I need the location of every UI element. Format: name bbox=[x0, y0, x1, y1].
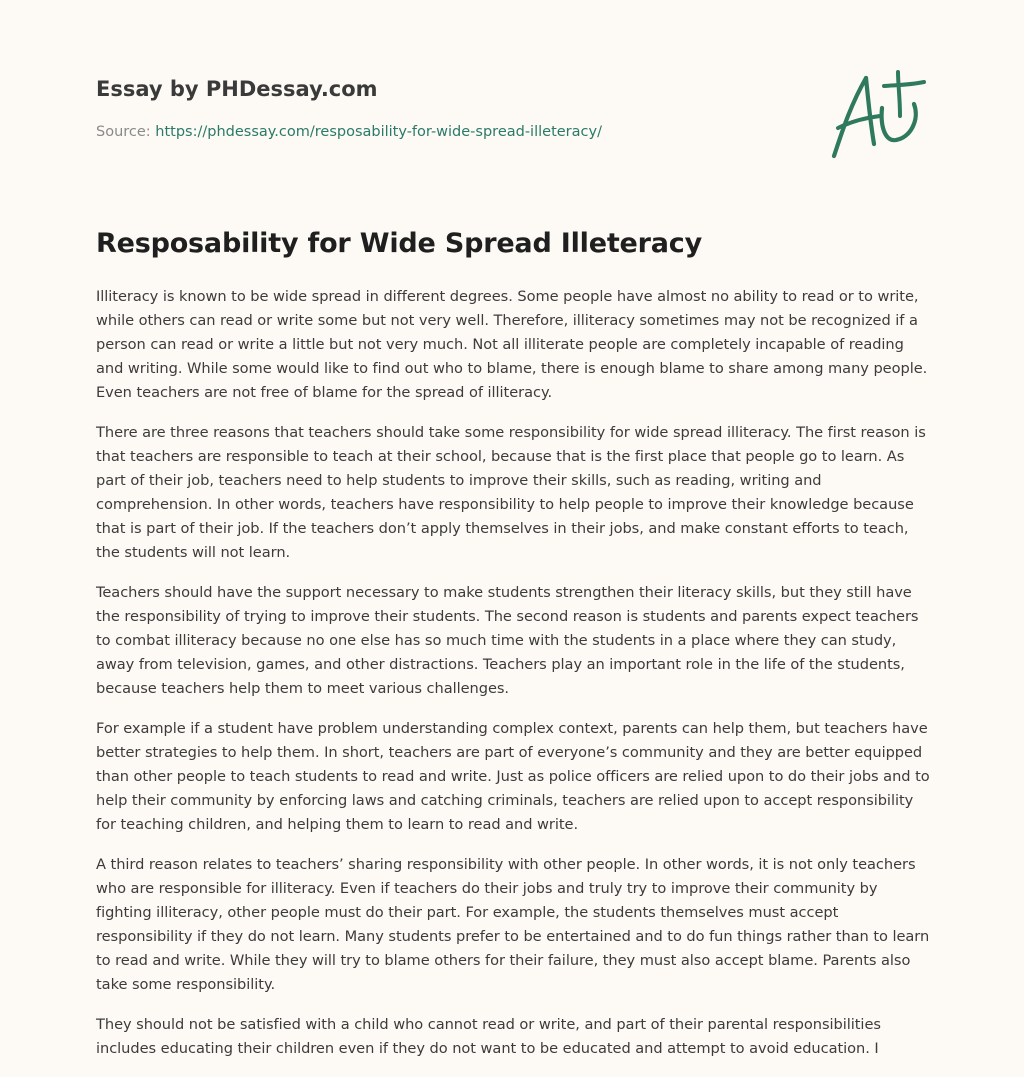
essay-paragraph: Teachers should have the support necessary to make students strengthen their literacy skills, but they still have the responsibility of trying to improve their students. The second reason is students and parents expect teachers to combat illiteracy because no one else has so much time with the students in a place where they can study, away from television, games, and other distractions. Teachers play an important role in the life of the students, because teachers help them to meet various challenges. bbox=[96, 584, 919, 697]
brand-title: Essay by PHDessay.com bbox=[96, 77, 378, 101]
essay-body bbox=[96, 285, 932, 1077]
essay-paragraph: There are three reasons that teachers should take some responsibility for wide spread illiteracy. The first reason is that teachers are responsible to teach at their school, because that is the first place that people go to learn. As part of their job, teachers need to help students to improve their skills, such as reading, writing and comprehension. In other words, teachers have responsibility to help people to improve their knowledge because that is part of their job. If the teachers don’t apply themselves in their jobs, and make constant efforts to teach, the students will not learn. bbox=[96, 424, 926, 561]
a-plus-logo-icon bbox=[824, 68, 928, 162]
essay-paragraph: For example if a student have problem understanding complex context, parents can help them, but teachers have better strategies to help them. In short, teachers are part of everyone’s community and they are better equipped than other people to teach students to read and write. Just as police officers are relied upon to do their jobs and to help their community by enforcing laws and catching criminals, teachers are relied upon to accept responsibility for teaching children, and helping them to learn to read and write. bbox=[96, 720, 930, 833]
source-line bbox=[96, 122, 602, 142]
essay-paragraph: A third reason relates to teachers’ sharing responsibility with other people. In other words, it is not only teachers who are responsible for illiteracy. Even if teachers do their jobs and truly try to improve their community by fighting illiteracy, other people must do their part. For example, the students themselves must accept responsibility if they do not learn. Many students prefer to be entertained and to do fun things rather than to learn to read and write. While they will try to blame others for their failure, they must also accept blame. Parents also take some responsibility. bbox=[96, 856, 930, 993]
source-link[interactable]: https://phdessay.com/resposability-for-wide-spread-illeteracy/ bbox=[155, 124, 602, 140]
page-header bbox=[96, 74, 928, 184]
essay-title: Resposability for Wide Spread Illeteracy bbox=[96, 228, 702, 259]
essay-paragraph: Illiteracy is known to be wide spread in different degrees. Some people have almost no ability to read or to write, while others can read or write some but not very well. Therefore, illiteracy sometimes may not be recognized if a person can read or write a little but not very much. Not all illiterate people are completely incapable of reading and writing. While some would like to find out who to blame, there is enough blame to share among many people. Even teachers are not free of blame for the spread of illiteracy. bbox=[96, 288, 928, 401]
source-label: Source: bbox=[96, 124, 151, 140]
essay-paragraph: They should not be satisfied with a child who cannot read or write, and part of their parental responsibilities includes educating their children even if they do not want to be educated and attempt to avoid education. I bbox=[96, 1016, 881, 1057]
